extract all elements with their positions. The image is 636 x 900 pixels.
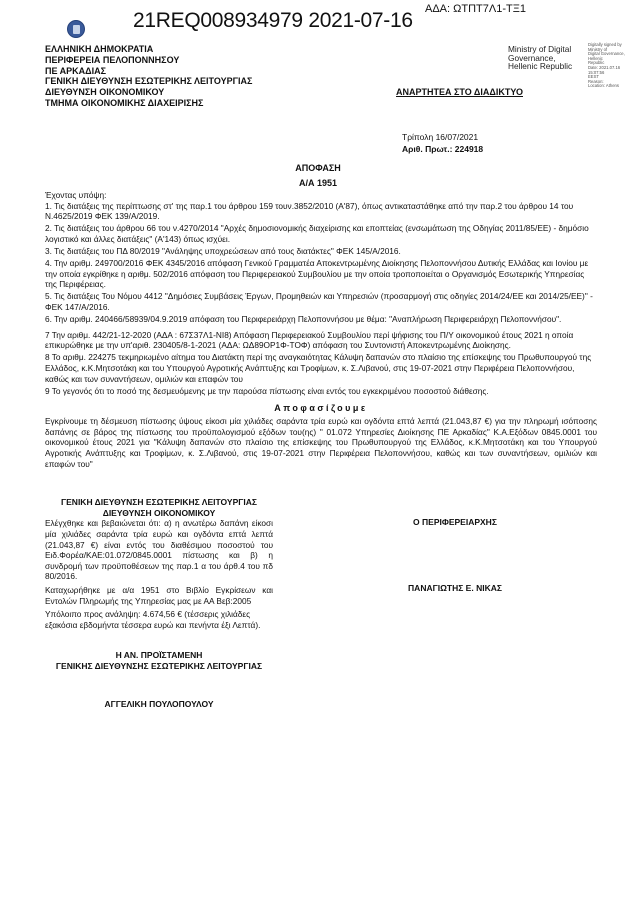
org-line: ΠΕΡΙΦΕΡΕΙΑ ΠΕΛΟΠΟΝΝΗΣΟΥ bbox=[45, 54, 180, 65]
considering-label: Έχοντας υπόψη: bbox=[45, 190, 107, 200]
signer-line: Hellenic Republic bbox=[508, 61, 573, 72]
protocol-number: Αριθ. Πρωτ.: 224918 bbox=[402, 144, 484, 154]
ada-number: ΑΔΑ: ΩΤΠΤ7Λ1-ΤΞ1 bbox=[425, 3, 526, 15]
director-name: ΑΓΓΕΛΙΚΗ ΠΟΥΛΟΠΟΥΛΟΥ bbox=[104, 699, 214, 710]
consideration-item: 2. Τις διατάξεις του άρθρου 66 του ν.4270/2014 "Αρχές δημοσιονομικής διαχείρισης και εποπτείας (ενσωμάτωση της Οδηγίας 2011/85/ΕΕ) - δημόσιο λογιστικό και άλλες διατάξεις" (Α'143) όπως ισχύει. bbox=[45, 223, 589, 244]
consideration-item: 9 Το γεγονός ότι το ποσό της δεσμευόμενης με την παρούσα πίστωσης είναι εντός του εγκεκριμένου ποσοστού διάθεσης. bbox=[45, 385, 489, 396]
org-line: ΔΙΕΥΘΥΝΣΗ ΟΙΚΟΝΟΜΙΚΟΥ bbox=[45, 87, 165, 98]
digital-signature-note bbox=[588, 43, 636, 89]
consideration-item: 3. Τις διατάξεις του ΠΔ 80/2019 "Ανάληψης υποχρεώσεων από τους διατάκτες" ΦΕΚ 145/Α/2016. bbox=[45, 245, 401, 256]
considerations bbox=[45, 190, 597, 396]
director-title-line: ΓΕΝΙΚΗΣ ΔΙΕΥΘΥΝΣΗΣ ΕΣΩΤΕΡΙΚΗΣ ΛΕΙΤΟΥΡΓΙΑΣ bbox=[55, 660, 263, 671]
org-line: ΠΕ ΑΡΚΑΔΙΑΣ bbox=[45, 65, 107, 76]
greek-emblem-logo bbox=[67, 20, 85, 38]
org-line: ΤΜΗΜΑ ΟΙΚΟΝΟΜΙΚΗΣ ΔΙΑΧΕΙΡΙΣΗΣ bbox=[45, 97, 204, 108]
balance-text: Υπόλοιπο προς ανάληψη: 4.674,56 € (τέσσερις χιλιάδες εξακόσια εβδομήντα τέσσερα ευρώ και πενήντα έξι Λεπτά). bbox=[45, 609, 261, 630]
consideration-item: 5. Τις διατάξεις Του Νόμου 4412 "Δημόσιες Συμβάσεις Έργων, Προμηθειών και Υπηρεσιών (προσαρμογή στις οδηγίες 2014/24/ΕΕ και 2014/25/ΕΕ)" - ΦΕΚ 147/Α/2016. bbox=[45, 291, 593, 312]
finance-verification-block bbox=[45, 497, 273, 630]
document-title: ΑΠΟΦΑΣΗ bbox=[295, 163, 341, 173]
decision-text: Εγκρίνουμε τη δέσμευση πίστωσης ύψους είκοσι μία χιλιάδες σαράντα τρία ευρώ και ογδόντα επτά λεπτά (21.043,87 €) για την πληρωμή ισόποσης δαπάνης σε βάρος της πίστωσης του προϋπολογισμού εξόδων του(ης) " 01.072 Υπηρεσίες Διοίκησης ΠΕ Αρκαδίας" Κ.Α.Εξόδων 0845.0001 του οικονομικού έτους 2021 για "Κάλυψη δαπανών στο πλαίσιο της επίσκεψης του Πρωθυπουργού της Ελλάδος, κ.Κ.Μητσοτάκη και του Υπουργού Αγροτικής Ανάπτυξης και Τροφίμων, κ. Σ.Λιβανού, στις 19-07-2021 στην Περιφέρεια Πελοποννήσου, καθώς και των συναντήσεων, ομιλιών και επαφών του" bbox=[45, 416, 597, 469]
place-date: Τρίπολη 16/07/2021 bbox=[402, 132, 479, 142]
registration-text: Καταχωρήθηκε με α/α 1951 στο Βιβλίο Εγκρίσεων και Εντολών Πληρωμής της Υπηρεσίας μας με ΑΑ Βεβ:2005 bbox=[45, 584, 273, 606]
verification-text: Ελέγχθηκε και βεβαιώνεται ότι: α) η ανωτέρω δαπάνη είκοσι μία χιλιάδες σαράντα τρία ευρώ και ογδόντα επτά λεπτά (21.043,87 €) είναι εντός του διαθέσιμου ποσοστού του Ειδ.Φορέα/ΚΑΕ:01.072/0845.0001 πίστωσης και β) η συνδρομή των προϋποθέσεων της παρ.1 α του άρθ.4 του πδ 80/2016. bbox=[45, 518, 273, 582]
left-signature-column bbox=[45, 497, 273, 709]
document-body bbox=[45, 190, 597, 709]
org-line: ΓΕΝΙΚΗ ΔΙΕΥΘΥΝΣΗ ΕΣΩΤΕΡΙΚΗΣ ΛΕΙΤΟΥΡΓΙΑΣ bbox=[45, 76, 253, 87]
decision-heading: Αποφασίζουμε bbox=[274, 403, 368, 414]
right-signature-column bbox=[350, 497, 560, 709]
director-title-line: Η ΑΝ. ΠΡΟΪΣΤΑΜΕΝΗ bbox=[115, 650, 203, 661]
signature-section bbox=[45, 497, 597, 709]
consideration-item: 7 Την αριθμ. 442/21-12-2020 (ΑΔΑ : 67Σ37Λ1-ΝΙ8) Απόφαση Περιφερειακού Συμβουλίου περί ψήφισης του Π/Υ οικονομικού έτους 2021 η οποία επικυρώθηκε με την υπ'αριθ. 230405/8-1-2021 (ΑΔΑ: ΩΔ89ΟΡ1Φ-ΤΟΦ) απόφαση του Συντονιστή Αποκεντρωμένης Διοίκησης. bbox=[45, 329, 574, 351]
consideration-item: 4. Την αριθμ. 249700/2016 ΦΕΚ 4345/2016 απόφαση Γενικού Γραμματέα Αποκεντρωμένης Διοίκησης Πελοποννήσου Δυτικής Ελλάδας και Ιονίου με την οποία εγκρίθηκε η αριθμ. 502/2016 απόφαση του Περιφερειακού Συμβουλίου με την οποία τροποποιείται ο Οργανισμός Εσωτερικής Υπηρεσίας της Περιφέρειας. bbox=[45, 258, 589, 290]
block-heading: ΔΙΕΥΘΥΝΣΗ ΟΙΚΟΝΟΜΙΚΟΥ bbox=[102, 507, 216, 518]
consideration-item: 8 Το αριθμ. 224275 τεκμηριωμένο αίτημα του Διατάκτη περί της αναγκαιότητας Κάλυψη δαπανών στο πλαίσιο της επίσκεψης του Πρωθυπουργού της Ελλάδος, κ.Κ.Μητσοτάκη και του Υπουργού Αγροτικής Ανάπτυξης και Τροφίμων, κ. Σ.Λιβανού, στις 19-07-2021 στην Περιφέρεια Πελοποννήσου, καθώς και των συναντήσεων, ομιλιών και επαφών του bbox=[45, 352, 592, 384]
signature-line: EEST bbox=[588, 74, 599, 80]
governor-title: Ο ΠΕΡΙΦΕΡΕΙΑΡΧΗΣ bbox=[413, 517, 497, 528]
issuing-organization bbox=[45, 44, 252, 109]
signature-line: Republic bbox=[588, 60, 605, 66]
governor-name: ΠΑΝΑΓΙΩΤΗΣ Ε. ΝΙΚΑΣ bbox=[408, 583, 502, 594]
signature-line: Digital Governance, Hellenic bbox=[588, 51, 625, 61]
signer-line: Governance, bbox=[508, 52, 556, 63]
signature-line: Location: Athens bbox=[588, 83, 619, 89]
consideration-item: 1. Τις διατάξεις της περίπτωσης στ' της παρ.1 του άρθρου 159 τουν.3852/2010 (Α'87), όπως αντικαταστάθηκε από την παρ.2 του άρθρου 14 του Ν.4625/2019 ΦΕΚ 139/Α/2019. bbox=[45, 200, 574, 222]
digital-signer bbox=[508, 45, 572, 71]
org-line: ΕΛΛΗΝΙΚΗ ΔΗΜΟΚΡΑΤΙΑ bbox=[45, 44, 154, 54]
signer-line: Ministry of Digital bbox=[508, 44, 572, 54]
signature-line: Reason: bbox=[588, 78, 604, 84]
signature-line: Date: 2021.07.16 15:07:56 bbox=[588, 64, 621, 75]
place-date-block bbox=[402, 131, 483, 155]
publish-note: ΑΝΑΡΤΗΤΕΑ ΣΤΟ ΔΙΑΔΙΚΤΥΟ bbox=[396, 87, 523, 97]
document-code: 21REQ008934979 2021-07-16 bbox=[133, 9, 413, 32]
block-heading: ΓΕΝΙΚΗ ΔΙΕΥΘΥΝΣΗ ΕΣΩΤΕΡΙΚΗΣ ΛΕΙΤΟΥΡΓΙΑΣ bbox=[61, 497, 257, 508]
director-title bbox=[45, 650, 273, 671]
signature-line: Digitally signed by Ministry of bbox=[588, 42, 622, 52]
serial-number: Α/Α 1951 bbox=[298, 178, 338, 188]
consideration-item: 6. Την αριθμ. 240466/58939/04.9.2019 απόφαση του Περιφερειάρχη Πελοποννήσου με θέμα: "Αναπλήρωση Περιφερειάρχη Πελοποννήσου". bbox=[45, 314, 562, 325]
